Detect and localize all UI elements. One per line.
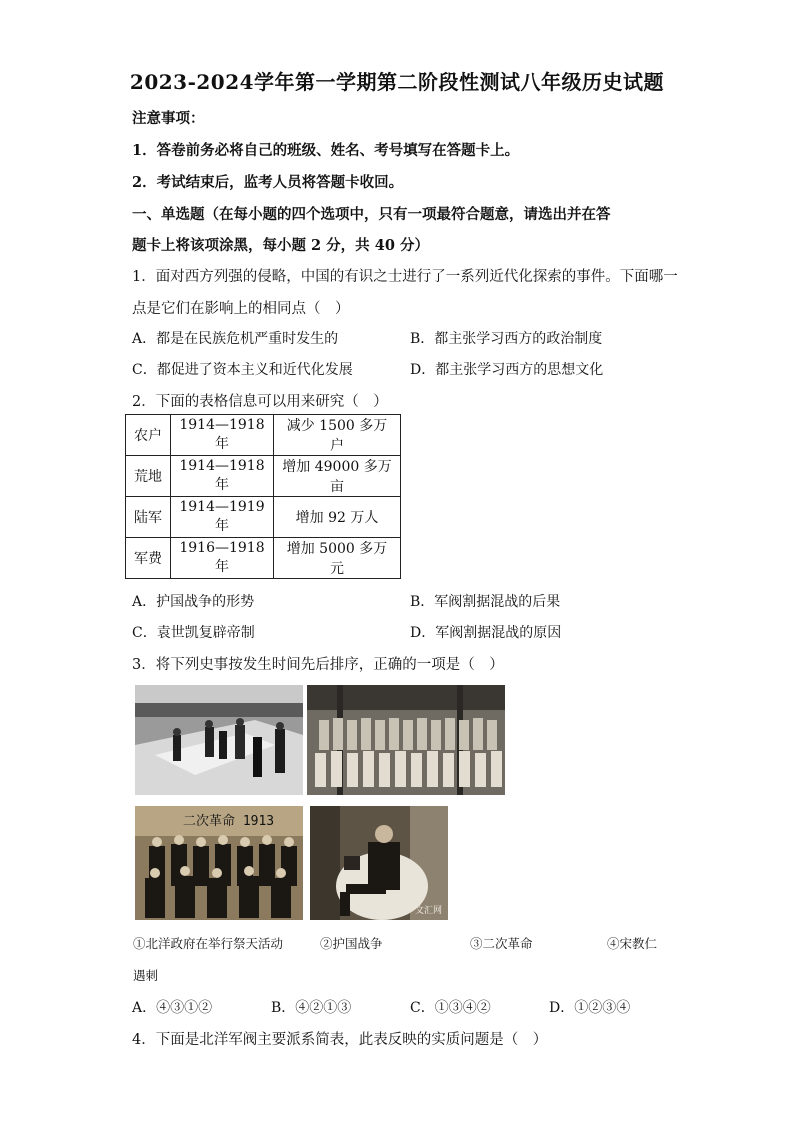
q1-option-d: D．都主张学习西方的思想文化 (410, 362, 604, 378)
table-cell: 1914—1919 年 (171, 497, 274, 538)
q1-stem-line2: 点是它们在影响上的相同点（ ） (132, 301, 350, 317)
q3-caption-4-wrap: 遇刺 (133, 968, 159, 983)
photo-soldiers-image (307, 685, 505, 795)
q3-option-d: D．①②③④ (549, 1000, 631, 1016)
q3-caption-3: ③二次革命 (470, 936, 533, 951)
q1-stem-line1: 1．面对西方列强的侵略，中国的有识之士进行了一系列近代化探索的事件。下面哪一 (132, 269, 678, 285)
table-cell: 1916—1918 年 (171, 538, 274, 579)
q3-caption-1: ①北洋政府在举行祭天活动 (133, 936, 284, 951)
table-cell: 1914—1918 年 (171, 456, 274, 497)
photo-ceremony-image (135, 685, 303, 795)
table-cell: 增加 5000 多万元 (274, 538, 401, 579)
table-cell: 减少 1500 多万户 (274, 415, 401, 456)
notice-item-2: 2．考试结束后，监考人员将答题卡收回。 (132, 174, 404, 191)
table-row (126, 497, 401, 538)
table-row (126, 415, 401, 456)
q2-option-d: D．军阀割据混战的原因 (410, 625, 562, 641)
notice-heading: 注意事项： (132, 110, 205, 127)
table-row (126, 456, 401, 497)
photo-second-revolution (135, 806, 303, 920)
table-cell: 荒地 (126, 456, 171, 497)
photo-caption-second-revolution: 二次革命 1913 (183, 814, 275, 829)
q1-option-c: C．都促进了资本主义和近代化发展 (132, 362, 353, 378)
table-cell: 增加 49000 多万亩 (274, 456, 401, 497)
section-heading-line1: 一、单选题（在每小题的四个选项中，只有一项最符合题意，请选出并在答 (132, 206, 611, 223)
q3-stem: 3．将下列史事按发生时间先后排序，正确的一项是（ ） (132, 657, 504, 673)
q3-option-c: C．①③④② (410, 1000, 491, 1016)
table-row (126, 538, 401, 579)
photo-seated-man (310, 806, 448, 920)
section-heading-line2: 题卡上将该项涂黑，每小题 2 分，共 40 分） (132, 237, 429, 254)
q3-option-b: B．④②①③ (271, 1000, 352, 1016)
q3-caption-4: ④宋教仁 (607, 936, 658, 951)
q2-data-table (125, 414, 401, 579)
photo-soldiers (307, 685, 505, 795)
table-cell: 增加 92 万人 (274, 497, 401, 538)
photo-watermark: 文汇网 (414, 906, 442, 916)
q1-option-b: B．都主张学习西方的政治制度 (410, 331, 603, 347)
q2-option-b: B．军阀割据混战的后果 (410, 594, 561, 610)
q2-stem: 2．下面的表格信息可以用来研究（ ） (132, 394, 388, 410)
q2-option-a: A．护国战争的形势 (132, 594, 255, 610)
q1-option-a: A．都是在民族危机严重时发生的 (132, 331, 339, 347)
exam-title: 2023-2024学年第一学期第二阶段性测试八年级历史试题 (129, 70, 665, 94)
q3-caption-2: ②护国战争 (320, 936, 383, 951)
q4-stem: 4．下面是北洋军阀主要派系简表，此表反映的实质问题是（ ） (132, 1032, 548, 1048)
table-cell: 军费 (126, 538, 171, 579)
table-cell: 陆军 (126, 497, 171, 538)
notice-item-1: 1．答卷前务必将自己的班级、姓名、考号填写在答题卡上。 (132, 142, 520, 159)
photo-ceremony (135, 685, 303, 795)
table-cell: 农户 (126, 415, 171, 456)
q2-option-c: C．袁世凯复辟帝制 (132, 625, 255, 641)
table-cell: 1914—1918 年 (171, 415, 274, 456)
q3-option-a: A．④③①② (132, 1000, 213, 1016)
